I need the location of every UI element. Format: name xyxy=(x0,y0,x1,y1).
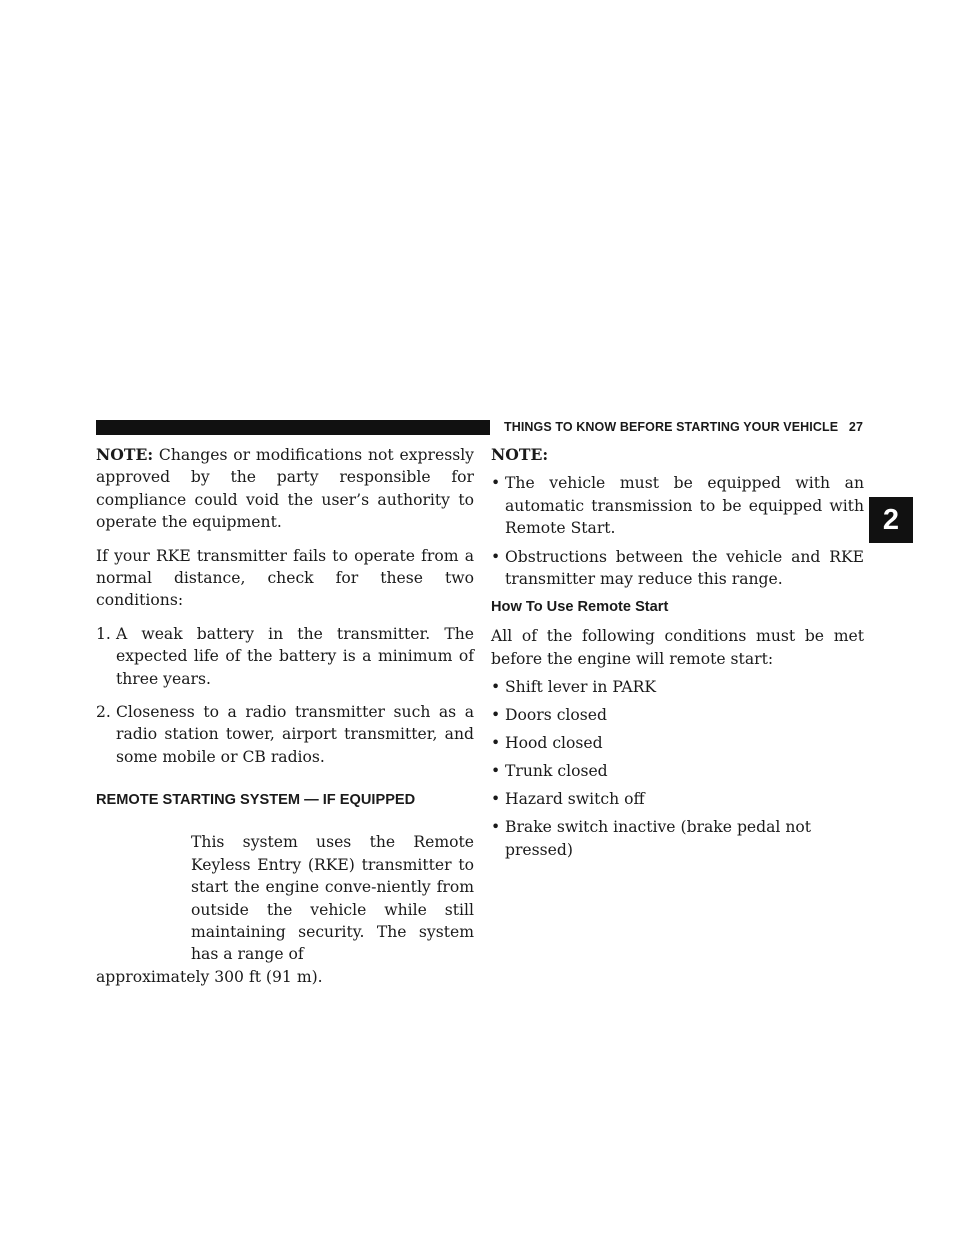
bullet-text: Hazard switch off xyxy=(505,790,645,809)
note-label: NOTE: xyxy=(96,445,154,464)
list-text: A weak battery in the transmitter. The expected life of the battery is a minimum of three years. xyxy=(116,624,474,688)
list-item xyxy=(491,472,864,539)
note-heading: NOTE: xyxy=(491,445,549,464)
section-heading-remote-start: REMOTE STARTING SYSTEM — IF EQUIPPED xyxy=(96,792,416,809)
bullet-icon: • xyxy=(491,818,501,837)
note-text: Changes or modifications not expressly approved by the party responsible for compliance could void the user’s authority to operate the equipment. xyxy=(96,446,474,532)
bullet-text: Hood closed xyxy=(505,734,603,753)
bullet-icon: • xyxy=(491,734,501,753)
paragraph-tail: approximately 300 ft (91 m). xyxy=(96,967,323,986)
left-column xyxy=(96,444,474,988)
bullet-text: Trunk closed xyxy=(505,762,608,781)
list-item xyxy=(491,732,864,754)
remote-start-description xyxy=(96,831,474,988)
chapter-tab: 2 xyxy=(869,497,913,543)
sub-heading-how-to-use: How To Use Remote Start xyxy=(491,599,669,616)
list-item xyxy=(491,816,864,861)
bullet-text: Brake switch inactive (brake pedal not pressed) xyxy=(505,818,812,859)
bullet-text: Shift lever in PARK xyxy=(505,678,657,697)
bullet-icon: • xyxy=(491,678,501,697)
list-item xyxy=(96,701,474,768)
bullet-icon: • xyxy=(491,706,501,725)
running-header xyxy=(497,418,863,437)
conditions-intro: All of the following conditions must be met before the engine will remote start: xyxy=(491,627,864,668)
bullet-icon: • xyxy=(491,474,501,493)
rke-failure-intro: If your RKE transmitter fails to operate from a normal distance, check for these two conditions: xyxy=(96,546,474,610)
bullet-icon: • xyxy=(491,547,501,566)
list-number: 1. xyxy=(96,624,111,643)
list-item xyxy=(491,760,864,782)
list-text: Closeness to a radio transmitter such as a radio station tower, airport transmitter, and some mobile or CB radios. xyxy=(116,703,474,766)
page-number: 27 xyxy=(848,420,863,434)
bullet-text: Doors closed xyxy=(505,706,608,725)
header-rule-bar xyxy=(96,420,490,435)
list-item xyxy=(491,546,864,591)
header-title-text: THINGS TO KNOW BEFORE STARTING YOUR VEHICLE xyxy=(503,420,839,434)
list-item xyxy=(491,676,864,698)
bullet-text: The vehicle must be equipped with an automatic transmission to be equipped with Remote Start. xyxy=(505,474,864,538)
list-item xyxy=(491,788,864,810)
compliance-note xyxy=(96,444,474,534)
bullet-icon: • xyxy=(491,790,501,809)
bullet-text: Obstructions between the vehicle and RKE transmitter may reduce this range. xyxy=(505,547,864,589)
right-column xyxy=(491,444,864,867)
indented-text: This system uses the Remote Keyless Entry (RKE) transmitter to start the engine conve-niently from outside the vehicle while still maintaining security. The system has a range of xyxy=(191,833,474,964)
list-number: 2. xyxy=(96,703,111,722)
list-item xyxy=(96,623,474,690)
list-item xyxy=(491,704,864,726)
bullet-icon: • xyxy=(491,762,501,781)
